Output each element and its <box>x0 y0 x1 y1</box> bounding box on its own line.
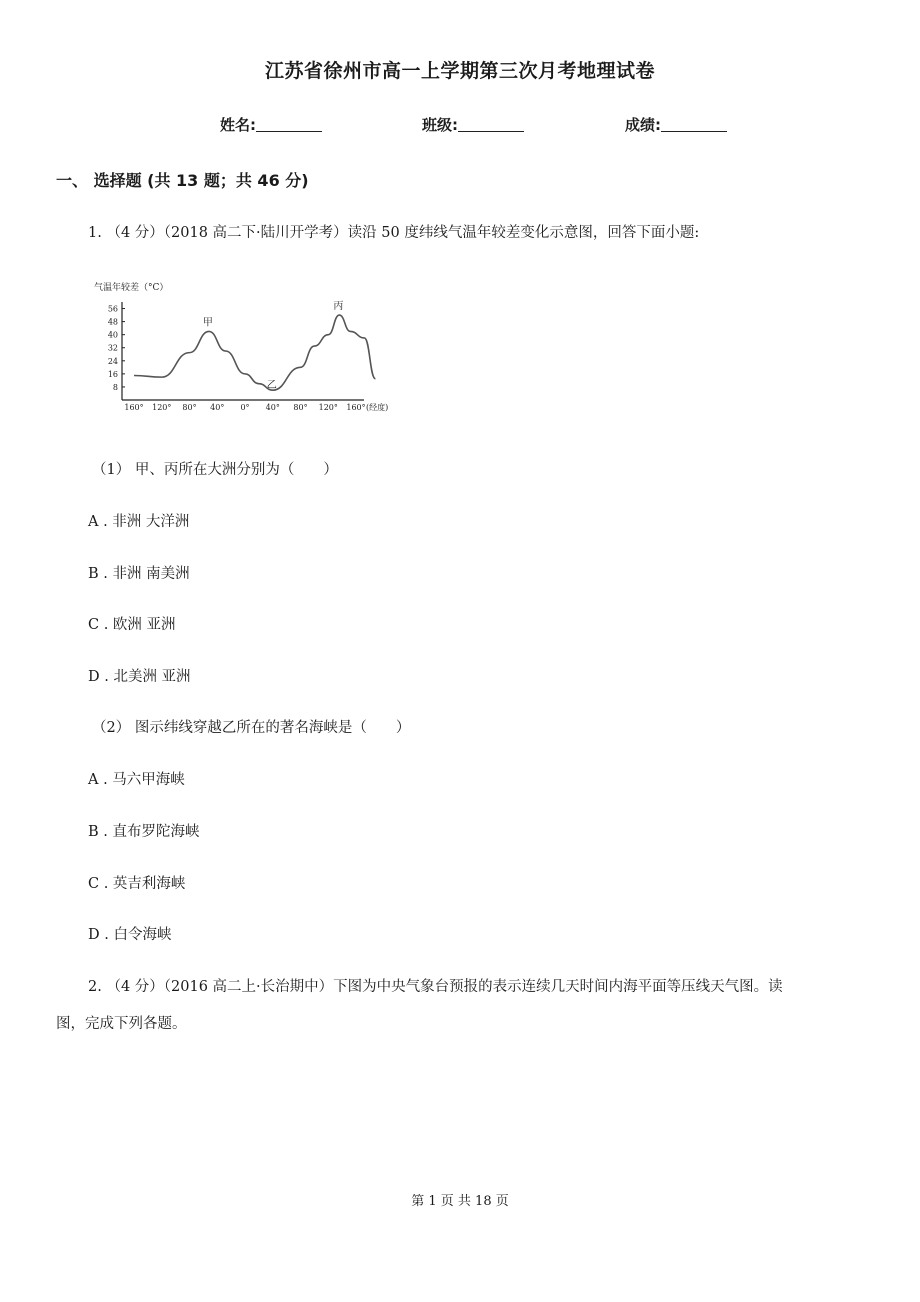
chart-annotation: 丙 <box>333 301 344 313</box>
chart-annotation: 甲 <box>202 317 213 329</box>
chart-x-tick-label: 120° <box>318 403 338 412</box>
class-field <box>422 114 524 135</box>
page-footer: 第 1 页 共 18 页 <box>411 1194 509 1209</box>
q1-sub2-option-d[interactable]: D . 白令海峡 <box>88 927 172 943</box>
q1-sub1-option-c[interactable]: C . 欧洲 亚洲 <box>88 617 176 633</box>
question-2-line-1: 2. （4 分）（2016 高二上·长治期中）下图为中央气象台预报的表示连续几天时间内海平面等压线天气图。读 <box>88 979 783 995</box>
chart-y-tick-label: 48 <box>107 317 118 327</box>
chart-y-label: 气温年较差（°C） <box>94 283 169 293</box>
chart-x-label: (经度) <box>366 403 389 412</box>
chart-y-tick-label: 8 <box>112 382 118 392</box>
score-blank[interactable] <box>661 117 727 132</box>
chart-y-tick-label: 56 <box>107 304 118 314</box>
q1-sub2-option-a[interactable]: A . 马六甲海峡 <box>88 772 185 788</box>
name-label: 姓名: <box>220 116 256 134</box>
section-heading: 一、 选择题 (共 13 题；共 46 分) <box>56 171 309 190</box>
chart-x-tick-label: 40° <box>210 403 225 412</box>
q1-sub1-option-b[interactable]: B . 非洲 南美洲 <box>88 566 190 582</box>
temperature-range-chart <box>94 278 404 418</box>
name-field <box>220 114 322 135</box>
chart-y-tick-label: 16 <box>107 369 118 379</box>
chart-x-tick-label: 160° <box>124 403 144 412</box>
question-1-sub-1: （1） 甲、丙所在大洲分别为（ ） <box>92 462 338 478</box>
chart-x-tick-label: 80° <box>182 403 197 412</box>
q1-sub1-option-d[interactable]: D . 北美洲 亚洲 <box>88 669 191 685</box>
chart-y-tick-label: 32 <box>107 343 118 353</box>
class-label: 班级: <box>422 116 458 134</box>
q1-sub1-option-a[interactable]: A . 非洲 大洋洲 <box>88 514 190 530</box>
chart-annotation: 乙 <box>266 380 277 392</box>
name-blank[interactable] <box>256 117 322 132</box>
chart-x-tick-label: 80° <box>293 403 308 412</box>
q1-sub2-option-b[interactable]: B . 直布罗陀海峡 <box>88 824 200 840</box>
question-2-line-2: 图，完成下列各题。 <box>56 1016 187 1032</box>
chart-x-tick-label: 0° <box>240 403 250 412</box>
question-1-stem: 1. （4 分）（2018 高二下·陆川开学考）读沿 50 度纬线气温年较差变化示意图，回答下面小题: <box>88 225 700 241</box>
class-blank[interactable] <box>458 117 524 132</box>
chart-x-tick-label: 120° <box>152 403 172 412</box>
chart-x-tick-label: 40° <box>265 403 280 412</box>
question-1-sub-2: （2） 图示纬线穿越乙所在的著名海峡是（ ） <box>92 720 411 736</box>
chart-y-tick-label: 24 <box>107 356 118 366</box>
page-title: 江苏省徐州市高一上学期第三次月考地理试卷 <box>264 60 655 82</box>
score-label: 成绩: <box>625 116 661 134</box>
chart-x-tick-label: 160° <box>346 403 366 412</box>
q1-sub2-option-c[interactable]: C . 英吉利海峡 <box>88 876 186 892</box>
chart-series-line <box>134 315 375 390</box>
chart-y-tick-label: 40 <box>107 330 118 340</box>
score-field <box>625 114 727 135</box>
